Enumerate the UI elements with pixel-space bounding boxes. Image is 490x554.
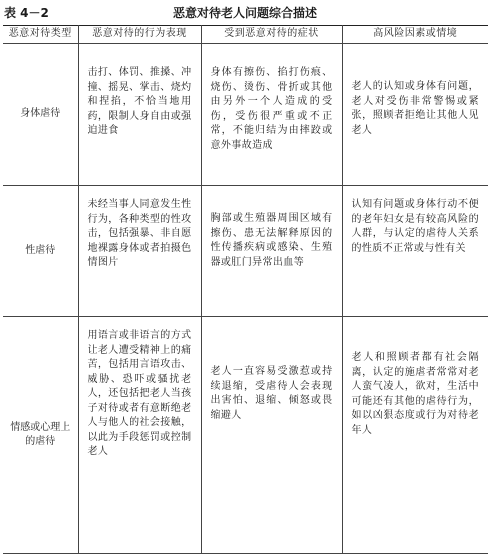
table-row	[3, 317, 488, 554]
symptoms-cell: 老人一直容易受激惹或持续退缩，受虐待人会表现出害怕、退缩、倾怒或畏缩避人	[201, 317, 342, 554]
behavior-cell: 用语言或非语言的方式让老人遭受精神上的痛苦，包括用言语攻击、威胁、恐吓或骚扰老人，还包括把老人当孩子对待或者有意断绝老人与他人的社会接触，以此为手段惩罚或控制老人	[78, 317, 201, 554]
symptoms-cell: 身体有擦伤、掐打伤痕、烧伤、烫伤、骨折或其他由另外一个人造成的受伤，受伤很严重或不正常，不能归结为由摔跤或意外事故造成	[201, 44, 342, 186]
table-title: 恶意对待老人问题综合描述	[172, 6, 317, 20]
column-header-symptoms: 受到恶意对待的症状	[201, 26, 342, 44]
risk-cell: 老人的认知或身体有问题，老人对受伤非常警惕或紧张，照顾者拒绝让其他人见老人	[342, 44, 488, 186]
elder-abuse-table	[3, 25, 488, 554]
column-header-behavior: 恶意对待的行为表现	[78, 26, 201, 44]
table-header-row	[3, 26, 488, 44]
abuse-type-cell: 身体虐待	[3, 44, 78, 186]
table-caption	[0, 2, 490, 22]
behavior-cell: 未经当事人同意发生性行为，各种类型的性攻击，包括强暴、非自愿地裸露身体或者拍摄色情图片	[78, 186, 201, 317]
symptoms-cell: 胸部或生殖器周围区域有擦伤、患无法解释原因的性传播疾病或感染、生殖器或肛门异常出血等	[201, 186, 342, 317]
abuse-type-cell: 情感或心理上的虐待	[3, 317, 78, 554]
column-header-type: 恶意对待类型	[3, 26, 78, 44]
risk-cell: 老人和照顾者都有社会隔离，认定的施虐者常常对老人蛮气凌人，欲对，生活中可能还有其他的虐待行为，如以凶狠态度或行为对待老年人	[342, 317, 488, 554]
behavior-cell: 击打、体罚、推搡、冲撞、摇晃、掌击、烧灼和捏掐，不恰当地用药，限制人身自由或强迫进食	[78, 44, 201, 186]
column-header-risk: 高风险因素或情境	[342, 26, 488, 44]
risk-cell: 认知有问题或身体行动不便的老年妇女是有较高风险的人群，与认定的虐待人关系的性质不正常或与性有关	[342, 186, 488, 317]
table-row	[3, 186, 488, 317]
abuse-type-cell: 性虐待	[3, 186, 78, 317]
table-number: 表 4－2	[4, 6, 49, 20]
table-row	[3, 44, 488, 186]
